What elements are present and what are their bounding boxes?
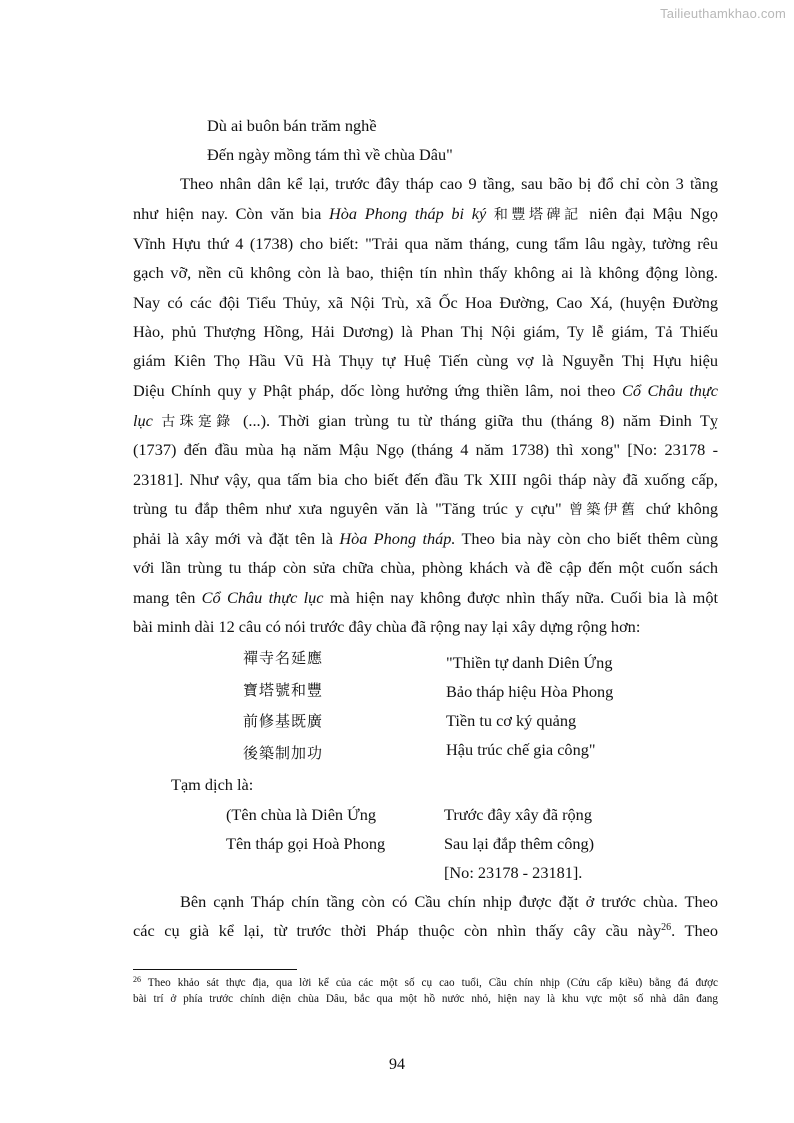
han-text: 和豐塔碑記 [493,207,582,223]
paragraph-line: bài minh dài 12 câu có nói trước đây chùa đã rộng nay lại xây dựng rộng hơn: [133,617,641,636]
paragraph-line: lục 古珠寔錄 (...). Thời gian trùng tu từ tháng giữa thu (tháng 8) năm Đinh Tỵ [133,411,718,430]
paragraph-line: Nay có các đội Tiểu Thủy, xã Nội Trù, xã Ốc Hoa Đường, Cao Xá, (huyện Đường [133,293,718,312]
translation-left-line: Tên tháp gọi Hoà Phong [226,834,386,853]
han-text: 古珠寔錄 [161,414,235,430]
footnote-ref[interactable]: 26 [661,922,672,933]
verse-line: Dù ai buôn bán trăm nghề [207,116,377,135]
paragraph-line: các cụ già kể lại, từ trước thời Pháp thuộc còn nhìn thấy cây cầu này$^{26}$. Theo [133,921,718,940]
page-number: 94 [389,1056,405,1073]
poem-han-line: 禪寺名延應 [243,649,324,667]
translation-right-line: Trước đây xây đã rộng [444,805,592,824]
poem-viet-line: Hậu trúc chế gia công" [446,740,596,759]
footnote-divider [133,969,297,970]
paragraph-line: giám Kiên Thọ Hầu Vũ Hà Thụy tự Huệ Tiến cùng vợ là Nguyễn Thị Hựu hiệu [133,351,718,370]
paragraph-line: Bên cạnh Tháp chín tầng còn có Cầu chín nhịp được đặt ở trước chùa. Theo [180,892,718,911]
poem-viet-line: "Thiền tự danh Diên Ứng [446,653,613,672]
translation-right-line: Sau lại đắp thêm công) [444,834,595,853]
citation: [No: 23178 - 23181]. [444,863,583,882]
paragraph-line: (1737) đến đầu mùa hạ năm Mậu Ngọ (tháng 4 năm 1738) thì xong" [No: 23178 - [133,440,718,459]
paragraph-line: mang tên Cổ Châu thực lục mà hiện nay không được nhìn thấy nữa. Cuối bia là một [133,588,718,607]
poem-han-line: 前修基既廣 [243,712,324,730]
paragraph-line: với lần trùng tu tháp còn sửa chữa chùa, phòng khách và đề cập đến một cuốn sách [133,558,718,577]
translation-left-line: (Tên chùa là Diên Ứng [226,805,377,824]
footnote-number: 26 [133,975,141,984]
verse-line: Đến ngày mồng tám thì về chùa Dâu" [207,145,453,164]
footnote-line: $^{26}$ Theo khảo sát thực địa, qua lời kể của các một số cụ cao tuổi, Cầu chín nhịp (Cửu cấp kiều) bằng đá được [133,975,718,989]
poem-han-line: 後築制加功 [243,744,324,762]
poem-viet-line: Tiền tu cơ ký quảng [446,711,577,730]
footnote-line: bài trí ở phía trước chính diện chùa Dâu, bắc qua một hồ nước nhỏ, hiện nay là khu vực một số nhà dân đang [133,993,718,1005]
paragraph-line: gạch vỡ, nền cũ không còn là bao, thiện tín nhìn thấy không ai là không động lòng. [133,263,718,282]
paragraph-line: 23181]. Như vậy, qua tấm bia cho biết đến đầu Tk XIII ngôi tháp này đã xuống cấp, [133,470,718,489]
poem-viet-line: Bảo tháp hiệu Hòa Phong [446,682,614,701]
paragraph-line: Hào, phủ Thượng Hồng, Hải Dương) là Phan Thị Nội giám, Ty lễ giám, Tả Thiếu [133,322,718,341]
paragraph-line: phải là xây mới và đặt tên là Hòa Phong tháp. Theo bia này còn cho biết thêm cùng [133,529,719,548]
paragraph-line: Vĩnh Hựu thứ 4 (1738) cho biết: "Trải qua năm tháng, cung tẩm lâu ngày, tường rêu [133,234,718,253]
watermark: Tailieuthamkhao.com [660,6,786,21]
translation-label: Tạm dịch là: [171,775,254,794]
paragraph-line: Diệu Chính quy y Phật pháp, dốc lòng hưởng ứng thiền lâm, noi theo Cổ Châu thực [133,381,719,400]
poem-han-line: 寶塔號和豐 [243,681,324,699]
paragraph-line: Theo nhân dân kể lại, trước đây tháp cao 9 tầng, sau bão bị đổ chỉ còn 3 tầng [180,174,718,193]
paragraph-line: như hiện nay. Còn văn bia Hòa Phong tháp bi ký 和豐塔碑記 niên đại Mậu Ngọ [133,204,718,223]
han-text: 曾築伊舊 [569,502,639,518]
paragraph-line: trùng tu đắp thêm như xưa nguyên văn là "Tăng trúc y cựu" 曾築伊舊 chứ không [133,499,718,518]
